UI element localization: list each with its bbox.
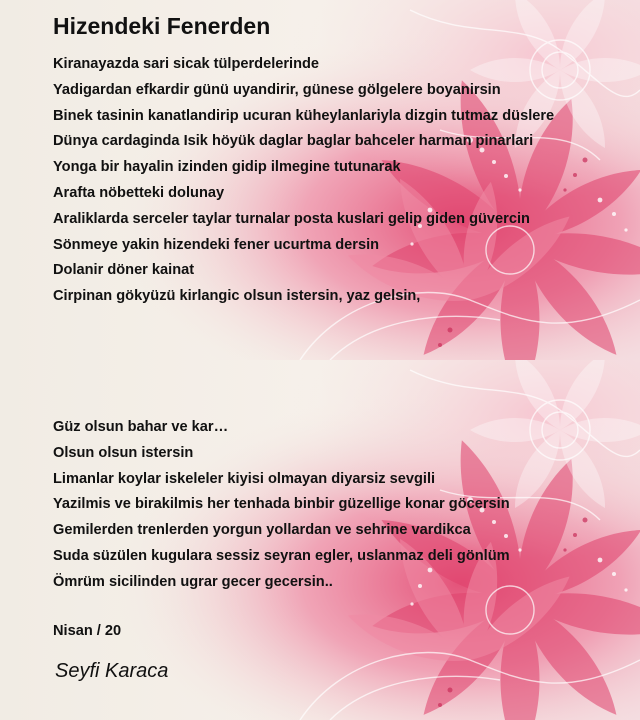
poem-line: Binek tasinin kanatlandirip ucuran küheylanlariyla dizgin tutmaz düslere [53,107,555,124]
poem-line: Sönmeye yakin hizendeki fener ucurtma dersin [53,236,380,253]
poem-title: Hizendeki Fenerden [53,13,271,39]
poem-line: Suda süzülen kugulara sessiz seyran egler, uslanmaz deli gönlüm [53,547,510,564]
poem-line: Yazilmis ve birakilmis her tenhada binbir güzellige konar göcersin [53,496,510,513]
poem-stanza-1 [53,52,554,310]
poem-line: Dünya cardaginda Isik höyük daglar baglar bahceler harman pinarlari [53,133,534,150]
poem-line: Yonga bir hayalin izinden gidip ilmegine tutunarak [53,159,401,176]
poem-line: Cirpinan gökyüzü kirlangic olsun istersin, yaz gelsin, [53,288,421,305]
poem-line: Yadigardan efkardir günü uyandirir, günese gölgelere boyanirsin [53,81,501,98]
poem-line: Dolanir döner kainat [53,262,195,279]
poem-line: Ömrüm sicilinden ugrar gecer gecersin.. [53,573,333,590]
poem-line: Olsun olsun istersin [53,444,194,461]
poem-content-top [53,0,630,360]
poem-date: Nisan / 20 [53,623,122,639]
poem-line: Gemilerden trenlerden yorgun yollardan ve sehrine vardikca [53,522,471,539]
poem-line: Araliklarda serceler taylar turnalar posta kuslari gelip giden güvercin [53,210,530,227]
poem-line: Güz olsun bahar ve kar… [53,419,229,435]
poem-content-bottom [53,360,630,720]
poem-line: Arafta nöbetteki dolunay [53,184,225,201]
poem-line: Kiranayazda sari sicak tülperdelerinde [53,56,320,72]
poem-author: Seyfi Karaca [55,660,169,682]
poem-stanza-2 [53,415,510,596]
poem-line: Limanlar koylar iskeleler kiyisi olmayan diyarsiz sevgili [53,470,436,487]
poem-card-bottom [0,360,640,720]
